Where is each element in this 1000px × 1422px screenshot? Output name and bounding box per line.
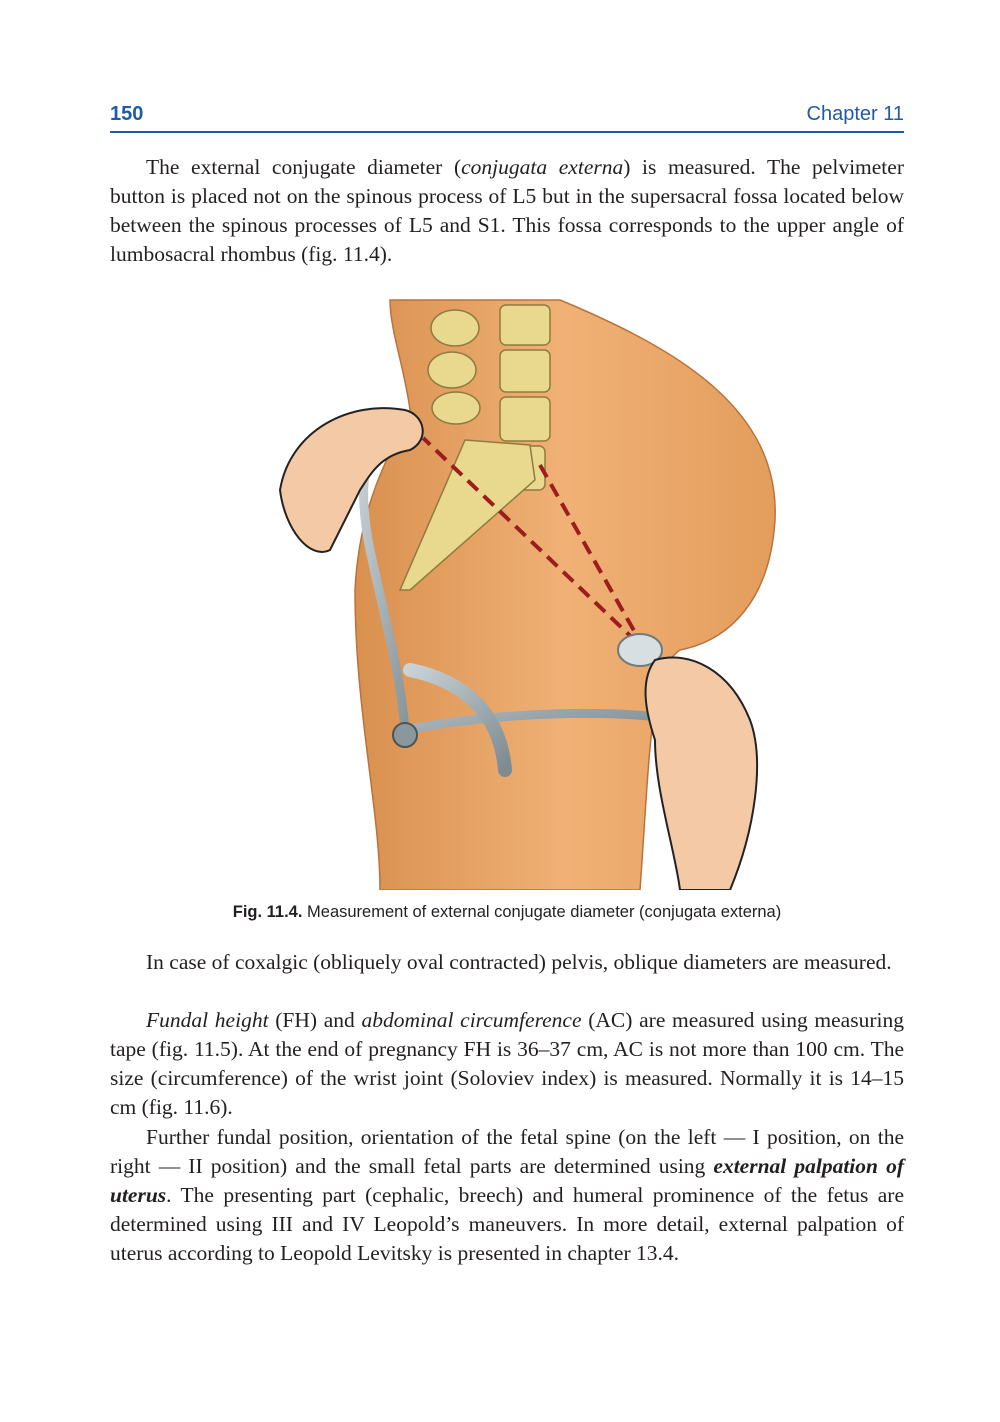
pelvimeter-illustration — [260, 290, 800, 890]
italic-term: Fundal height — [146, 1008, 269, 1032]
italic-term: conjugata externa — [461, 155, 624, 179]
figure-caption — [110, 903, 904, 922]
text-run: Further fundal position, orientation of the fetal spine (on the left — I position, on the right — II position) and the small fetal parts are determined using — [110, 1125, 904, 1178]
text-run: The external conjugate diameter ( — [146, 155, 462, 179]
hinge-icon — [393, 723, 417, 747]
running-header — [110, 101, 904, 133]
caption-text: Measurement of external conjugate diameter (conjugata externa) — [302, 903, 782, 921]
text-run: ) is measured. The pelvimeter button is placed not on the spinous process of L5 but in the supersacral fossa located below between the spinous processes of L5 and S1. This fossa corresponds to the upper angle of lumbosacral rhombus (fig. 11.4). — [110, 155, 904, 266]
italic-term: abdominal circumference — [361, 1008, 582, 1032]
paragraph-fundal-height — [110, 1006, 904, 1122]
bold-italic-term: external palpation of uterus — [110, 1154, 904, 1207]
text-run: (AC) are measured using measuring tape (fig. 11.5). At the end of pregnancy FH is 36–37 cm, AC is not more than 100 cm. The size (circumference) of the wrist joint (Soloviev index) is measured. Normally it is 14–15 cm (fig. 11.6). — [110, 1008, 904, 1119]
paragraph-external-conjugate — [110, 153, 904, 269]
right-hand — [646, 658, 758, 891]
page-number: 150 — [110, 103, 144, 125]
paragraph-coxalgic: In case of coxalgic (obliquely oval contracted) pelvis, oblique diameters are measured. — [146, 950, 892, 974]
chapter-title: Chapter 11 — [806, 103, 904, 125]
text-run: . The presenting part (cephalic, breech) and humeral prominence of the fetus are determined using III and IV Leopold’s maneuvers. In more detail, external palpation of uterus according to Leopold Levitsky is presented in chapter 13.4. — [110, 1183, 904, 1265]
paragraph-palpation — [110, 1123, 904, 1268]
caption-label: Fig. 11.4. — [232, 903, 303, 921]
text-run: (FH) and — [268, 1008, 362, 1032]
